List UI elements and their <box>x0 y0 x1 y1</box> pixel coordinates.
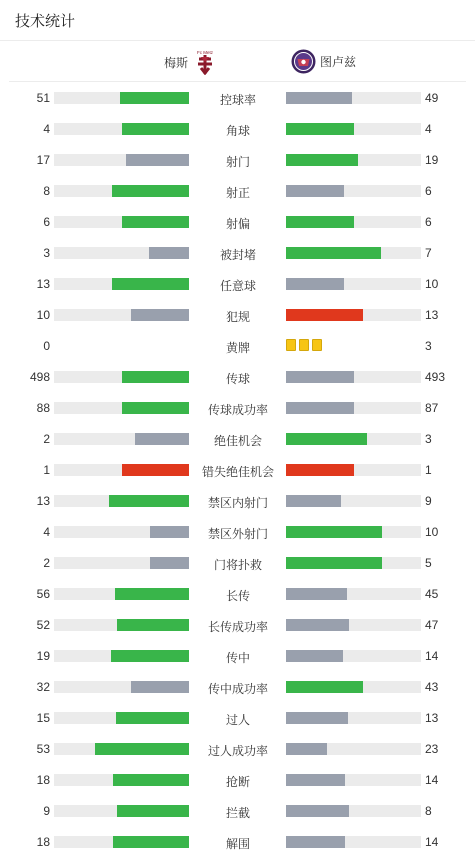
home-bar-fill <box>122 371 190 383</box>
home-bar-fill <box>122 464 190 476</box>
away-bar-track <box>286 805 421 817</box>
home-bar-fill <box>117 805 189 817</box>
away-bar-track <box>286 309 421 321</box>
away-bar-track <box>286 371 421 383</box>
home-team <box>164 49 216 75</box>
stat-row <box>0 485 475 516</box>
away-bar-fill <box>286 712 348 724</box>
stat-row <box>0 361 475 392</box>
away-bar-track <box>286 681 421 693</box>
stat-label: 抢断 <box>225 775 250 789</box>
home-bar-fill <box>117 619 189 631</box>
home-stat-value: 4 <box>43 122 50 136</box>
home-bar-track <box>54 371 189 383</box>
stat-label: 被封堵 <box>219 248 256 262</box>
home-bar-track <box>54 650 189 662</box>
yellow-card-icon <box>286 339 296 351</box>
stat-label: 传中成功率 <box>207 682 268 696</box>
stat-label: 门将扑救 <box>213 558 262 572</box>
away-bar-fill <box>286 464 354 476</box>
away-bar-track <box>286 836 421 848</box>
away-stat-value: 23 <box>425 742 439 756</box>
away-bar-track <box>286 526 421 538</box>
page-title: 技术统计 <box>15 12 76 30</box>
stat-label: 射正 <box>225 186 250 200</box>
home-bar-track <box>54 123 189 135</box>
home-bar-track <box>54 712 189 724</box>
home-bar-fill <box>111 650 189 662</box>
stat-row <box>0 795 475 826</box>
home-stat-value: 2 <box>43 432 50 446</box>
home-bar-track <box>54 216 189 228</box>
stat-label: 长传 <box>225 589 250 603</box>
home-bar-track <box>54 247 189 259</box>
stat-label: 射偏 <box>225 217 250 231</box>
away-bar-fill <box>286 495 341 507</box>
stat-row <box>0 609 475 640</box>
away-bar-fill <box>286 588 347 600</box>
home-stat-value: 13 <box>36 494 50 508</box>
home-stat-value: 0 <box>43 339 50 353</box>
home-bar-fill <box>112 185 189 197</box>
home-bar-fill <box>122 123 190 135</box>
stats-list <box>0 82 475 857</box>
stat-row <box>0 330 475 361</box>
stat-row <box>0 113 475 144</box>
away-stat-value: 19 <box>425 153 439 167</box>
stats-header <box>0 0 475 41</box>
home-bar-fill <box>113 774 189 786</box>
home-bar-track <box>54 588 189 600</box>
home-stat-value: 9 <box>43 804 50 818</box>
stat-row <box>0 206 475 237</box>
away-stat-value: 13 <box>425 711 439 725</box>
stat-row <box>0 578 475 609</box>
stat-label: 解围 <box>225 837 250 851</box>
away-stat-value: 6 <box>425 184 432 198</box>
home-bar-fill <box>116 712 189 724</box>
home-bar-track <box>54 805 189 817</box>
away-bar-track <box>286 774 421 786</box>
away-bar-track <box>286 154 421 166</box>
away-stat-value: 10 <box>425 277 439 291</box>
home-bar-fill <box>122 402 190 414</box>
home-bar-fill <box>122 216 190 228</box>
home-stat-value: 1 <box>43 463 50 477</box>
home-bar-fill <box>95 743 190 755</box>
stat-row <box>0 764 475 795</box>
home-bar-track <box>54 743 189 755</box>
stat-label: 拦截 <box>225 806 250 820</box>
stat-label: 任意球 <box>219 279 256 293</box>
home-stat-value: 4 <box>43 525 50 539</box>
stat-row <box>0 268 475 299</box>
home-bar-track <box>54 464 189 476</box>
home-bar-fill <box>112 278 189 290</box>
home-bar-fill <box>131 309 189 321</box>
stat-label: 错失绝佳机会 <box>201 465 274 479</box>
away-bar-fill <box>286 526 382 538</box>
teams-row <box>9 41 466 82</box>
stat-label: 角球 <box>225 124 250 138</box>
home-stat-value: 17 <box>36 153 50 167</box>
stat-label: 传球成功率 <box>207 403 268 417</box>
stat-label: 传中 <box>225 651 250 665</box>
home-team-name: 梅斯 <box>163 55 188 70</box>
home-bar-fill <box>126 154 189 166</box>
stat-row <box>0 237 475 268</box>
away-stat-value: 6 <box>425 215 432 229</box>
home-stat-value: 3 <box>43 246 50 260</box>
home-bar-fill <box>109 495 189 507</box>
away-stat-value: 1 <box>425 463 432 477</box>
stat-row <box>0 82 475 113</box>
home-stat-value: 88 <box>36 401 50 415</box>
away-bar-fill <box>286 278 344 290</box>
stat-label: 控球率 <box>219 93 256 107</box>
away-bar-track <box>286 495 421 507</box>
home-stat-value: 52 <box>36 618 50 632</box>
away-bar-track <box>286 619 421 631</box>
away-stat-value: 10 <box>425 525 439 539</box>
home-stat-value: 18 <box>36 835 50 849</box>
away-bar-fill <box>286 185 344 197</box>
away-bar-track <box>286 247 421 259</box>
stat-row <box>0 547 475 578</box>
home-stat-value: 56 <box>36 587 50 601</box>
home-bar-track <box>54 278 189 290</box>
home-stat-value: 19 <box>36 649 50 663</box>
away-bar-track <box>286 185 421 197</box>
away-stat-value: 47 <box>425 618 439 632</box>
home-stat-value: 51 <box>36 91 50 105</box>
away-team-logo-icon <box>291 49 316 74</box>
home-bar-track <box>54 681 189 693</box>
stat-label: 过人成功率 <box>207 744 268 758</box>
stat-row <box>0 516 475 547</box>
yellow-card-icon <box>299 339 309 351</box>
away-bar-track <box>286 402 421 414</box>
away-bar-fill <box>286 123 354 135</box>
away-bar-track <box>286 650 421 662</box>
away-bar-fill <box>286 433 367 445</box>
away-bar-track <box>286 216 421 228</box>
home-bar-track <box>54 557 189 569</box>
home-stat-value: 15 <box>36 711 50 725</box>
stat-row <box>0 175 475 206</box>
home-stat-value: 2 <box>43 556 50 570</box>
home-stat-value: 6 <box>43 215 50 229</box>
away-bar-fill <box>286 371 354 383</box>
stat-row <box>0 299 475 330</box>
home-bar-track <box>54 526 189 538</box>
away-bar-track <box>286 712 421 724</box>
home-stat-value: 13 <box>36 277 50 291</box>
away-bar-fill <box>286 805 349 817</box>
stat-label: 犯规 <box>225 310 250 324</box>
home-bar-fill <box>135 433 189 445</box>
away-stat-value: 4 <box>425 122 432 136</box>
stat-label: 禁区外射门 <box>207 527 268 541</box>
away-bar-track <box>286 278 421 290</box>
stat-label: 传球 <box>225 372 250 386</box>
home-stat-value: 498 <box>29 370 50 384</box>
away-stat-value: 3 <box>425 432 432 446</box>
home-bar-track <box>54 309 189 321</box>
home-bar-track <box>54 495 189 507</box>
home-stat-value: 18 <box>36 773 50 787</box>
away-bar-track <box>286 464 421 476</box>
away-bar-track <box>286 588 421 600</box>
away-bar-fill <box>286 402 354 414</box>
stat-row <box>0 671 475 702</box>
home-bar-track <box>54 185 189 197</box>
home-bar-track <box>54 774 189 786</box>
away-stat-value: 13 <box>425 308 439 322</box>
away-bar-fill <box>286 247 381 259</box>
away-stat-value: 14 <box>425 835 439 849</box>
away-team <box>291 49 356 74</box>
away-stat-value: 43 <box>425 680 439 694</box>
stat-label: 绝佳机会 <box>213 434 262 448</box>
away-bar-track <box>286 123 421 135</box>
away-stat-value: 5 <box>425 556 432 570</box>
away-bar-track <box>286 743 421 755</box>
away-stat-value: 14 <box>425 649 439 663</box>
stat-row <box>0 640 475 671</box>
svg-text:Fc Metz: Fc Metz <box>196 50 214 55</box>
stat-row <box>0 733 475 764</box>
stat-label: 黄牌 <box>225 341 250 355</box>
away-stat-value: 493 <box>425 370 446 384</box>
away-bar-fill <box>286 650 343 662</box>
home-stat-value: 8 <box>43 184 50 198</box>
away-bar-fill <box>286 557 382 569</box>
home-team-logo-icon <box>194 49 216 75</box>
away-bar-track <box>286 433 421 445</box>
away-bar-fill <box>286 92 352 104</box>
away-bar-fill <box>286 774 345 786</box>
home-bar-track <box>54 619 189 631</box>
home-stat-value: 10 <box>36 308 50 322</box>
stat-label: 长传成功率 <box>207 620 268 634</box>
away-yellow-cards <box>286 339 322 351</box>
home-bar-fill <box>115 588 189 600</box>
stat-row <box>0 392 475 423</box>
away-bar-fill <box>286 309 363 321</box>
home-bar-fill <box>131 681 189 693</box>
away-bar-fill <box>286 619 349 631</box>
home-bar-fill <box>149 247 190 259</box>
away-bar-fill <box>286 216 354 228</box>
away-stat-value: 45 <box>425 587 439 601</box>
away-stat-value: 3 <box>425 339 432 353</box>
away-stat-value: 9 <box>425 494 432 508</box>
stat-label: 禁区内射门 <box>207 496 268 510</box>
stat-row <box>0 454 475 485</box>
away-bar-track <box>286 557 421 569</box>
stat-row <box>0 144 475 175</box>
stat-label: 过人 <box>225 713 250 727</box>
stat-row <box>0 423 475 454</box>
home-bar-track <box>54 836 189 848</box>
away-stat-value: 49 <box>425 91 439 105</box>
home-stat-value: 53 <box>36 742 50 756</box>
away-team-name: 图卢兹 <box>320 55 357 69</box>
home-bar-track <box>54 402 189 414</box>
away-bar-fill <box>286 154 358 166</box>
home-bar-fill <box>150 557 189 569</box>
home-bar-fill <box>150 526 189 538</box>
away-bar-track <box>286 92 421 104</box>
home-bar-track <box>54 154 189 166</box>
home-bar-track <box>54 92 189 104</box>
away-stat-value: 87 <box>425 401 439 415</box>
yellow-card-icon <box>312 339 322 351</box>
stat-label: 射门 <box>225 155 250 169</box>
home-bar-track <box>54 433 189 445</box>
away-stat-value: 14 <box>425 773 439 787</box>
away-stat-value: 7 <box>425 246 432 260</box>
home-bar-fill <box>113 836 189 848</box>
away-bar-fill <box>286 681 363 693</box>
away-bar-fill <box>286 836 345 848</box>
home-bar-fill <box>120 92 189 104</box>
home-stat-value: 32 <box>36 680 50 694</box>
away-stat-value: 8 <box>425 804 432 818</box>
stat-row <box>0 702 475 733</box>
stat-row <box>0 826 475 857</box>
away-bar-fill <box>286 743 327 755</box>
